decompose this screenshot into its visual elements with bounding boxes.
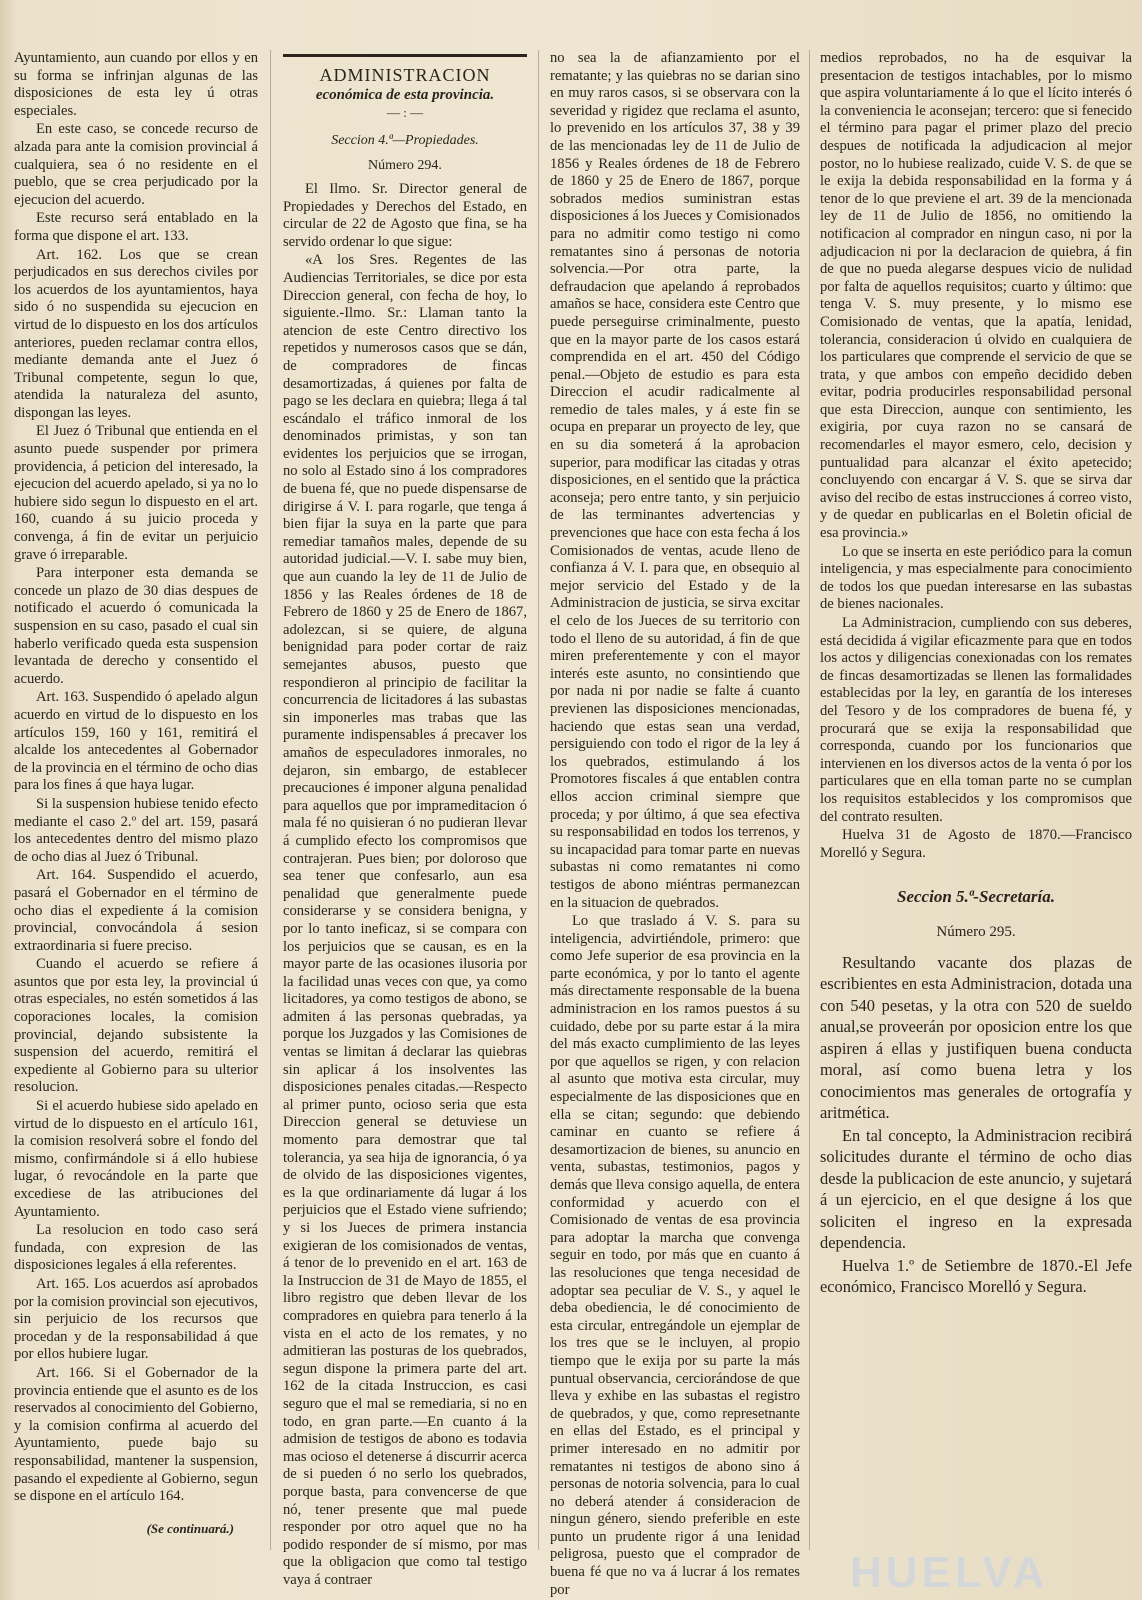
paragraph: Art. 165. Los acuerdos así aprobados por la comision provincial son ejecutivos, sin perjuicio de los recursos que procedan y de la responsabilidad á que por ellos hubiere lugar.	[14, 1275, 258, 1363]
paragraph: Si la suspension hubiese tenido efecto mediante el caso 2.º del art. 159, pasará los antecedentes dentro del mismo plazo de ocho dias al Juez ó Tribunal.	[14, 795, 258, 865]
continued-note: (Se continuará.)	[146, 1520, 234, 1536]
paragraph: El Ilmo. Sr. Director general de Propiedades y Derechos del Estado, en circular de 22 de Agosto que fina, se ha servido ordenar lo que sigue:	[283, 180, 527, 250]
paragraph: Art. 166. Si el Gobernador de la provincia entiende que el asunto es de los reservados al conocimiento del Gobierno, y la comision confirma al acuerdo del Ayuntamiento, puede bajo su responsabilidad, mantener la suspension, pasando el expediente al Gobierno, segun se dispone en el artículo 164.	[14, 1364, 258, 1505]
paragraph: Lo que traslado á V. S. para su inteligencia, advirtiéndole, primero: que como Jefe superior de esa provincia en la parte económica, y por lo tanto el agente más directamente responsable de la buena administracion en los ramos puestos á su cuidado, debe por su parte estar á la mira del más exacto cumplimiento de las leyes por que aquellos se rigen, y con relacion al asunto que motiva esta circular, muy especialmente de las disposiciones que en ella se citan; segundo: que debiendo caminar en cuanto se refiere á desamortizacion de bienes, su anuncio en venta, subastas, testimonios, pagos y demás que lleva consigo aquella, de entera conformidad y acuerdo con el Comisionado de ventas de esa provincia para adoptar la marcha que convenga seguir en todo, por más que en cuanto á las resoluciones que tenga necesidad de adoptar sea peculiar de V. S., y aquel le deba obediencia, le dé conocimiento de esta circular, entregándole un ejemplar de los tres que se le incluyen, al propio tiempo que le exija por su parte la más puntual observancia, cerciorándose de que lleva y exhibe en las subastas el registro de quebrados, y que, como represetnante en ellas del Estado, es el principal y primer interesado en no admitir por rematantes ni testigos de abono sino á personas de notoria solvencia, para lo cual no deberá atender á consideracion de ningun género, siendo preferible en este punto un prudente rigor á una lenidad peligrosa, puesto que el comprador de buena fé que no va á lucrar á los remates por	[550, 913, 800, 1598]
paragraph: Cuando el acuerdo se refiere á asuntos que por esta ley, la provincial ú otras especiales, no estén sometidos á las coporaciones locales, la comision provincial, dejando subsistente la suspension del acuerdo, remitirá el expediente al Gobierno para su ulterior resolucion.	[14, 956, 258, 1096]
paragraph: Art. 162. Los que se crean perjudicados en sus derechos civiles por los acuerdos de los ayuntamientos, haya sido ó no suspendida su ejecucion en virtud de lo dispuesto en los dos artículos anteriores, pueden reclamar contra ellos, mediante demanda ante el Juez ó Tribunal competente, segun lo que, atendida la naturaleza del asunto, dispongan las leyes.	[14, 246, 258, 421]
paragraph: Ayuntamiento, aun cuando por ellos y en su forma se infrinjan algunas de las disposiciones de esta ley ú otras especiales.	[14, 50, 258, 119]
paragraph: En tal concepto, la Administracion recibirá solicitudes durante el término de ocho dias desde la publicacion de este anuncio, y sujetará á un ejercicio, en el que designe á los que soliciten el ingreso en la expresada dependencia.	[820, 1125, 1132, 1252]
header-ornament: — : —	[386, 105, 424, 121]
column-rule	[538, 50, 539, 1550]
signature-line: Huelva 1.º de Setiembre de 1870.-El Jefe económico, Francisco Morelló y Segura.	[820, 1255, 1132, 1296]
paragraph: «A los Sres. Regentes de las Audiencias Territoriales, se dice por esta Direccion general, con fecha de hoy, lo siguiente.-Ilmo. Sr.: Llaman tanto la atencion de este Centro directivo los repetidos y numerosos casos que se dán, de compradores de fincas desamortizadas, á quienes por falta de pago se les declara en quiebra; llega á tal escándalo el tráfico inmoral de los denominados primistas, y son tan evidentes los perjuicios que se irrogan, no solo al Estado sino á los compradores de buena fé, que no puede dispensarse de dirigirse á V. I. para rogarle, que tenga á bien fijar la suya en la parte que para remediar tamaños males, depende de su autoridad judicial.—V. I. sabe muy bien, que aun cuando la ley de 11 de Julio de 1856 y las Reales órdenes de 18 de Febrero de 1860 y 25 de Enero de 1867, adolezcan, si se quiere, de alguna benignidad para poder cortar de raiz semejantes abusos, puesto que respondieron al principio de facilitar la concurrencia de licitadores á las subastas sin imponerles mas trabas que las puramente indispensables á precaver los amaños de especuladores inmorales, no dejaron, sin embargo, de establecer precauciones é imponer alguna penalidad para aquellos que por imprameditacion ó mala fé no quisieran ó no pudieran llevar á cumplido efecto los compromisos que contrajeran. Pues bien; por doloroso que sea tener que confesarlo, aun esa penalidad que generalmente puede considerarse y se considera benigna, y por lo tanto ineficaz, si se compara con los perjuicios que se causan, es en la mayor parte de las ocasiones ilusoria por la facilidad unas veces con que, ya como licitadores, ya como testigos de abono, se admiten á las personas quebradas, ya porque los Juzgados y las Comisiones de ventas se limitan á declarar las quiebras sin aplicar á los insolventes las disposiciones penales citadas.—Respecto al primer punto, ocioso seria que esta Direccion general se detuviese un momento para demostrar que tal tolerancia, ya sea hija de ignorancia, ó ya de olvido de las disposiciones vigentes, es la que ordinariamente dá lugar á los perjuicios que el Estado viene sufriendo; y si los Jueces de primera instancia exigieran de los comisionados de ventas, á tenor de lo prevenido en el art. 163 de la Instruccion de 31 de Mayo de 1855, el libro registro que deben llevar de los compradores en quiebra para tenerlo á la vista en el acto de los remates, y no admitieran las posturas de los quebrados, segun dispone la primera parte del art. 162 de la citada Instruccion, es casi seguro que el mal se remediaria, si no en todo, en gran parte.—En cuanto á la admision de testigos de abono es todavia mas ocioso el detenerse á discurrir acerca de si pueden ó no serlo los quebrados, porque basta, para convencerse de que nó, tener presente que mal puede responder por otro aquel que no ha podido responder de sí mismo, por mas que la obligacion que como tal testigo vaya á contraer	[283, 252, 527, 1588]
column-rule	[270, 50, 271, 1550]
library-stamp: HUELVA	[850, 1548, 1049, 1597]
paragraph: Lo que se inserta en este periódico para la comun inteligencia, y mas especialmente para conocimiento de todos los que puedan interesarse en las subastas de bienes nacionales.	[820, 543, 1132, 613]
column-4	[820, 50, 1132, 1299]
paragraph: La Administracion, cumpliendo con sus deberes, está decidida á vigilar eficazmente para que en todos los actos y diligencias conexionadas con los remates de fincas desamortizadas se llenen las formalidades establecidas por la ley, en garantía de los intereses del Tesoro y de los compradores de buena fé, y procurará que se exija la responsabilidad que corresponda, cuando por los funcionarios que intervienen en los diversos actos de la venta ó por los particulares que en ella toman parte no se cumplan los requisitos establecidos y los compromisos que del contrato resulten.	[820, 615, 1132, 825]
section-5-title: Seccion 5.ª-Secretaría.	[897, 887, 1055, 907]
header-rule	[283, 54, 527, 57]
paragraph: Art. 163. Suspendido ó apelado algun acuerdo en virtud de lo dispuesto en los artículos 159, 160 y 161, remitirá el alcalde los antecedentes al Gobernador de la provincia en el término de ocho dias para los fines á que haya lugar.	[14, 689, 258, 794]
paragraph: En este caso, se concede recurso de alzada para ante la comision provincial á cualquiera, sea ó no residente en el pueblo, que se crea perjudicado por la ejecucion del acuerdo.	[14, 121, 258, 208]
column-2	[283, 50, 527, 1590]
paragraph: La resolucion en todo caso será fundada, con expresion de las disposiciones legales á ella referentes.	[14, 1222, 258, 1274]
paragraph: Para interponer esta demanda se concede un plazo de 30 dias despues de notificado el acuerdo ó comunicada la suspension en su caso, pasado el cual sin haberlo verificado queda esta suspension levantada de derecho y consentido el acuerdo.	[14, 565, 258, 687]
column-3	[550, 50, 800, 1600]
column-rule	[809, 50, 810, 1550]
section-header-title: ADMINISTRACION	[319, 65, 491, 85]
paragraph: Art. 164. Suspendido el acuerdo, pasará el Gobernador en el término de ocho dias el expediente á la comision provincial, convocándola á sesion extraordinaria si fuere preciso.	[14, 867, 258, 954]
column-1	[14, 50, 258, 1537]
paragraph: El Juez ó Tribunal que entienda en el asunto puede suspender por primera providencia, á peticion del interesado, la ejecucion del acuerdo apelado, si ya no lo hubiere sido segun lo dispuesto en el art. 160, cuando á su juicio proceda y convenga, á fin de evitar un perjuicio grave ó irreparable.	[14, 423, 258, 563]
section-header-subtitle: económica de esta provincia.	[315, 86, 495, 103]
notice-number: Número 295.	[936, 923, 1016, 940]
paragraph: Si el acuerdo hubiese sido apelado en virtud de lo dispuesto en el artículo 161, la comision resolverá sobre el fondo del mismo, confirmándole si á ello hubiese lugar, ó revocándole en la parte que excediese de las atribuciones del Ayuntamiento.	[14, 1098, 258, 1220]
paragraph: Este recurso será entablado en la forma que dispone el art. 133.	[14, 210, 258, 244]
section-label: Seccion 4.ª—Propiedades.	[331, 132, 479, 148]
signature-line: Huelva 31 de Agosto de 1870.—Francisco Morelló y Segura.	[820, 827, 1132, 861]
paragraph: Resultando vacante dos plazas de escribientes en esta Administracion, dotada una con 540 pesetas, y la otra con 520 de sueldo anual,se proveerán por oposicion entre los que aspiren á ellas y justifiquen buena conducta moral, así como buena letra y los conocimientos mas generales de ortografía y aritmética.	[820, 952, 1132, 1122]
paragraph: no sea la de afianzamiento por el rematante; y las quiebras no se darian sino en muy raros casos, si se observara con la severidad y rigidez que reclama el asunto, lo prevenido en los artículos 37, 38 y 39 de las mencionadas ley de 11 de Julio de 1856 y Reales órdenes de 18 de Febrero de 1860 y 25 de Enero de 1867, porque sobrados medios suministran estas disposiciones á los Jueces y Comisionados para no admitir como testigo ni como rematantes sino á personas de notoria solvencia.—Por otra parte, la defraudacion que apelando á reprobados amaños se hace, considera este Centro que puede perseguirse criminalmente, puesto que en la mayor parte de los casos estará comprendida en el art. 450 del Código penal.—Objeto de estudio es para esta Direccion el acudir radicalmente al remedio de tales males, y á este fin se ocupa en preparar un proyecto de ley, que en su dia someterá á la aprobacion superior, para modificar las citadas y otras disposiciones, en el sentido que la práctica aconseja; pero entre tanto, y sin perjuicio de las terminantes advertencias y prevenciones que hace con esta fecha á los Comisionados de ventas, acude lleno de confianza á V. I. para que, en obsequio al mejor servicio del Estado y de la Administracion de justicia, se sirva excitar el celo de los Jueces de su territorio con todo el lleno de su autoridad, á fin de que miren preferentemente y con el mayor interés este asunto, no consintiendo que por nada ni por nadie se falte á cuanto previenen las disposiciones mencionadas, haciendo que estas sean una verdad, persiguiendo con todo el rigor de la ley á los quebrados, estimulando á los Promotores fiscales á que entablen contra ellos accion criminal siempre que proceda; y por último, á que sea efectiva su responsabilidad en todos los terrenos, y su incapacidad para tomar parte en nuevas subastas ni como rematantes ni como testigos de abono miéntras permanezcan en la situacion de quebrados.	[550, 50, 800, 911]
paragraph: medios reprobados, no ha de esquivar la presentacion de testigos intachables, por lo mismo que aspira voluntariamente á lo que el lícito interés ó la conveniencia le aconsejan; tercero: que si fenecido el término para pagar el primer plazo del precio despues de notificada la adjudicacion al mejor postor, no lo hubiese realizado, cuide V. S. de que se le exija la debida responsabilidad en la forma y á tenor de lo que previene el art. 39 de la mencionada ley de 11 de Julio de 1856, no omitiendo la notificacion al comprador en ningun caso, ni por la adjudicacion ni por la declaracion de quiebra, á fin de que no pueda alegarse despues vicio de nulidad por falta de aquellos requisitos; cuarto y último: que tenga V. S. muy presente, y lo mismo ese Comisionado de ventas, que la apatía, lenidad, tolerancia, consideracion ú olvido en cualquiera de los particulares que comprende el servicio de que se trata, y que ambos con empeño decidido deben evitar, podria producirles responsabilidad personal que esta Direccion, aunque con sentimiento, les exigiria, por cuya razon no se cansará de recomendarles el mayor esmero, celo, decision y puntualidad para alcanzar el éxito apetecido; concluyendo con encargar á V. S. que se sirva dar aviso del recibo de estas instrucciones á correo visto, y de quedar en publicarlas en el Boletin oficial de esa provincia.»	[820, 50, 1132, 542]
notice-number: Número 294.	[368, 158, 442, 174]
